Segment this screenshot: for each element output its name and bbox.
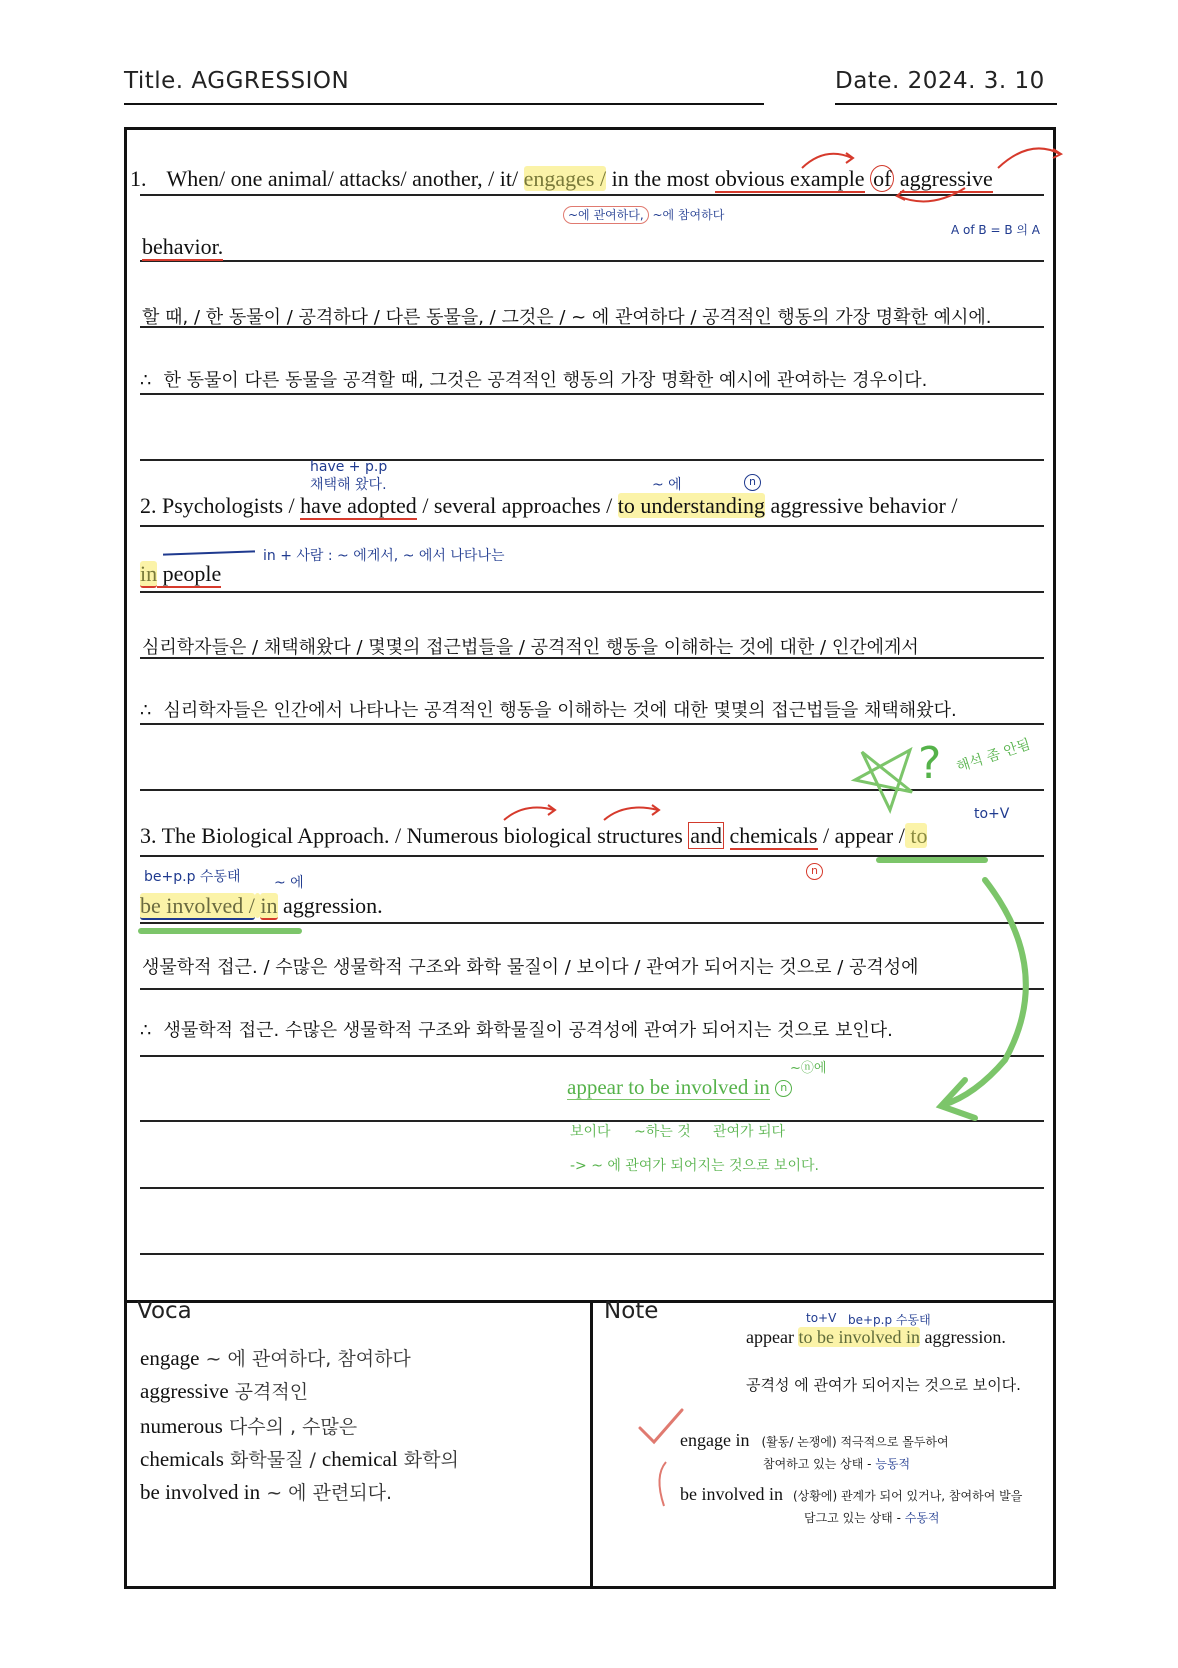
rule-line — [140, 591, 1044, 593]
note-be-pp: be+p.p 수동태 — [144, 869, 241, 885]
rule-line — [140, 1187, 1044, 1189]
voca-item: chemicals 화학물질 / chemical 화학의 — [140, 1447, 459, 1471]
sentence-1-arrows — [780, 140, 1070, 220]
green-phrase: appear to be involved in n — [567, 1075, 792, 1100]
green-underline — [876, 857, 988, 863]
note-involved: be involved in (상황에) 관계가 되어 있거나, 참여하여 발을 — [680, 1484, 1023, 1504]
note-confused: 해석 좀 안됨 — [954, 736, 1033, 776]
note-engage: engage in (활동/ 논쟁에) 적극적으로 몰두하여 — [680, 1430, 949, 1450]
note-sentence-korean: 공격성 에 관여가 되어지는 것으로 보이다. — [746, 1376, 1021, 1394]
arrow-curve-icon — [504, 808, 554, 820]
note-in-person: in + 사람 : ~ 에게서, ~ 에서 나타나는 — [263, 548, 505, 564]
bracket-icon — [659, 1462, 666, 1506]
note-engage-meaning: ~에 관여하다, ~에 참여하다 — [563, 206, 724, 223]
green-gloss-to: ~하는 것 — [634, 1124, 691, 1140]
sentence-2-korean-gloss: 심리학자들은 / 채택해왔다 / 몇몇의 접근법들을 / 공격적인 행동을 이해하는 것에 대한 / 인간에게서 — [142, 637, 919, 658]
therefore-icon: ∴ — [140, 370, 152, 391]
note-be-pp: be+p.p 수동태 — [848, 1313, 931, 1327]
voca-item: engage ~ 에 관여하다, 참여하다 — [140, 1346, 411, 1370]
sentence-2-english-line2: in people — [140, 561, 222, 586]
question-mark-icon: ? — [918, 738, 942, 789]
rule-line — [140, 1055, 1044, 1057]
therefore-icon: ∴ — [140, 1020, 152, 1041]
note-involved-state: 담그고 있는 상태 - 수동적 — [804, 1511, 940, 1525]
noun-mark-icon: n — [744, 474, 761, 491]
checkmark-icon — [640, 1410, 682, 1442]
page-date: Date. 2024. 3. 10 — [835, 68, 1045, 94]
sentence-1-korean-gloss: 할 때, / 한 동물이 / 공격하다 / 다른 동물을, / 그것은 / ~ 에 관여하다 / 공격적인 행동의 가장 명확한 예시에. — [142, 307, 992, 328]
note-engage-state: 참여하고 있는 상태 - 능동적 — [763, 1457, 911, 1471]
arrow-head-icon — [897, 190, 905, 200]
voca-item: numerous 다수의 , 수많은 — [140, 1414, 358, 1438]
arrow-curve-icon — [998, 148, 1060, 168]
arrow-curve-icon — [943, 880, 1026, 1105]
green-arrow-curve — [935, 870, 1045, 1130]
sentence-2-korean-translation: ∴ 심리학자들은 인간에서 나타나는 공격적인 행동을 이해하는 것에 대한 몇몇의 접근법들을 채택해왔다. — [140, 700, 957, 721]
sentence-1-english: 1. When/ one animal/ attacks/ another, / it/ engages / in the most obvious example of aggressive — [130, 166, 993, 191]
note-to-v: to+V — [974, 806, 1010, 822]
sentence-3-korean-gloss: 생물학적 접근. / 수많은 생물학적 구조와 화학 물질이 / 보이다 / 관여가 되어지는 것으로 / 공격성에 — [142, 957, 919, 978]
sentence-2-english: 2. Psychologists / have adopted / several approaches / to understanding aggressive behavior / — [140, 493, 958, 518]
sentence-3-english-line2: be involved / in aggression. — [140, 893, 383, 918]
green-star-doodle — [850, 740, 920, 820]
sentence-1-korean-translation: ∴ 한 동물이 다른 동물을 공격할 때, 그것은 공격적인 행동의 가장 명확한 예시에 관여하는 경우이다. — [140, 370, 928, 391]
voca-item: aggressive 공격적인 — [140, 1379, 309, 1403]
green-gloss-involved: 관여가 되다 — [713, 1124, 786, 1140]
page-title: Title. AGGRESSION — [124, 68, 350, 94]
rule-line — [140, 393, 1044, 395]
note-to-v: to+V — [806, 1311, 837, 1325]
sentence-1-english-line2: behavior. — [142, 234, 224, 259]
star-icon — [855, 750, 912, 810]
rule-line — [140, 723, 1044, 725]
green-underline — [138, 928, 302, 934]
sentence-3-korean-translation: ∴ 생물학적 접근. 수많은 생물학적 구조와 화학물질이 공격성에 관여가 되어지는 것으로 보인다. — [140, 1020, 893, 1041]
voca-item: be involved in ~ 에 관련되다. — [140, 1480, 393, 1504]
note-a-of-b: A of B = B 의 A — [951, 223, 1040, 237]
rule-line — [140, 260, 1044, 262]
rule-line — [140, 922, 1044, 924]
note-to-e: ~ 에 — [652, 477, 682, 493]
rule-line — [140, 459, 1044, 461]
green-gloss-appear: 보이다 — [570, 1124, 611, 1140]
voca-note-divider — [590, 1302, 593, 1589]
green-result: -> ~ 에 관여가 되어지는 것으로 보이다. — [570, 1158, 819, 1174]
note-title: Note — [604, 1298, 659, 1324]
rule-line — [140, 988, 1044, 990]
note-green-top: ~ⓝ에 — [790, 1061, 827, 1076]
note-sentence: appear to be involved in aggression. — [746, 1327, 1006, 1347]
date-underline — [835, 103, 1057, 105]
sentence-3-english: 3. The Biological Approach. / Numerous biological structures and chemicals / appear / to — [140, 823, 928, 848]
title-underline — [124, 103, 764, 105]
note-in-e: ~ 에 — [274, 875, 304, 891]
rule-line — [140, 525, 1044, 527]
arrow-curve-icon — [898, 188, 965, 201]
therefore-icon: ∴ — [140, 700, 152, 721]
noun-mark-icon: n — [806, 863, 823, 880]
rule-line — [140, 1253, 1044, 1255]
note-have-pp: have + p.p 채택해 왔다. — [310, 459, 388, 493]
arrow-reverse-icon — [802, 154, 852, 168]
arrow-curve-icon — [604, 808, 658, 820]
noun-mark-icon: n — [775, 1080, 792, 1097]
voca-title: Voca — [137, 1298, 192, 1324]
